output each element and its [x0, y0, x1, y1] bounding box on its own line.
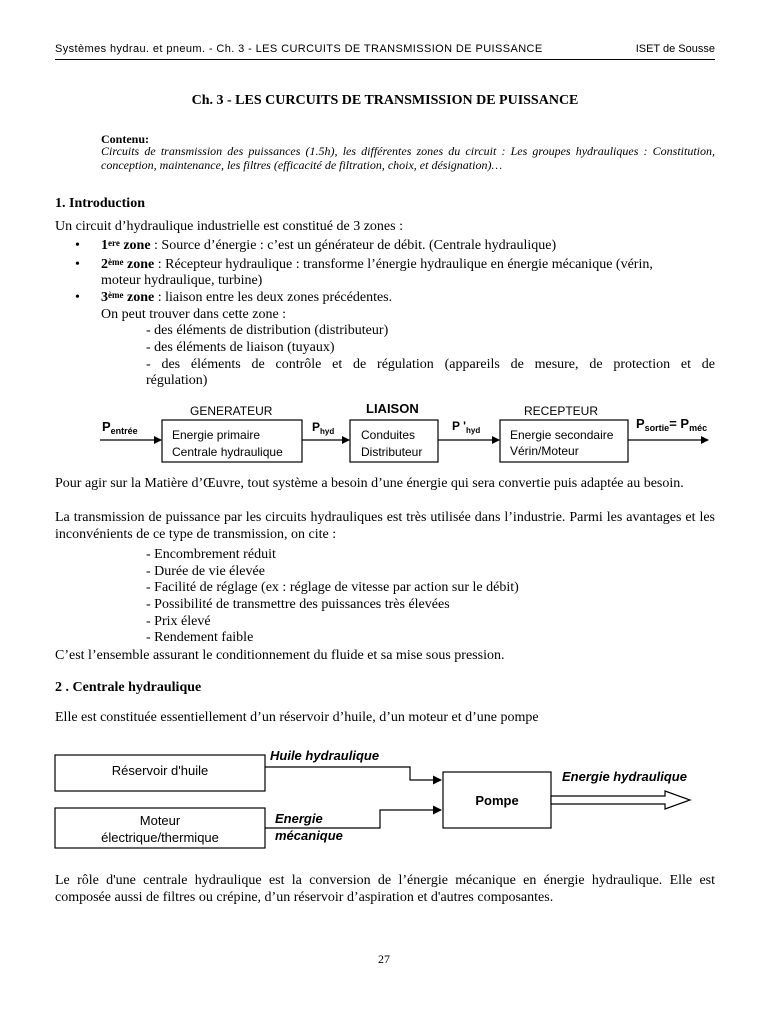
zone2-item — [101, 257, 653, 274]
p-hyd-label: $P_{hyd}$ — [312, 420, 335, 436]
section2-intro: Elle est constituée essentiellement d’un réservoir d’huile, d’un moteur et d’une pompe — [55, 710, 539, 725]
zone3-num: 3 — [101, 290, 108, 305]
p-entree-label: $P_{entrée}$ — [102, 419, 138, 436]
zone1-label: zone — [119, 238, 151, 253]
zone1-num: 1 — [101, 238, 108, 253]
energie-hyd-label: Energie hydraulique — [562, 769, 687, 784]
box2-line2: Distributeur — [361, 445, 423, 459]
contenu-label: Contenu: — [101, 132, 150, 146]
list-item: - Prix élevé — [146, 614, 211, 629]
paragraph-role: Le rôle d'une centrale hydraulique est la conversion de l’énergie mécanique en énergie hydraulique. Elle est composée aussi de filtres ou crépine, d’un réservoir d’aspiration et d'autres composantes. — [55, 873, 715, 905]
zone1-item — [101, 238, 556, 255]
page-number: 27 — [378, 952, 390, 966]
zone3-item-2: - des éléments de liaison (tuyaux) — [146, 340, 335, 355]
zone2-num: 2 — [101, 257, 108, 272]
running-header — [55, 43, 715, 60]
list-item: - Rendement faible — [146, 630, 254, 645]
energie-mec-line1: Energie — [275, 811, 323, 826]
zone1-sup: ere — [108, 238, 120, 248]
section2-heading: 2 . Centrale hydraulique — [55, 680, 202, 695]
huile-label: Huile hydraulique — [270, 748, 380, 763]
p-hyd-prime-label: P '$_{hyd}$ — [452, 419, 481, 435]
zone2-text: : Récepteur hydraulique : transforme l’énergie hydraulique en énergie mécanique (vérin, — [154, 257, 653, 272]
zone3-item-3-cont: régulation) — [146, 373, 208, 388]
zone3-text: : liaison entre les deux zones précédentes. — [154, 290, 393, 305]
header-right: ISET de Sousse — [635, 43, 715, 55]
header-left: Systèmes hydrau. et pneum. - Ch. 3 - LES CURCUITS DE TRANSMISSION DE PUISSANCE — [55, 43, 543, 55]
box1-line1: Energie primaire — [172, 428, 261, 442]
bullet-icon: • — [75, 257, 80, 272]
chapter-title: Ch. 3 - LES CURCUITS DE TRANSMISSION DE PUISSANCE — [191, 93, 579, 108]
list-item: - Durée de vie élevée — [146, 564, 265, 579]
zone3-item-3: - des éléments de contrôle et de régulation (appareils de mesure, de protection et de — [146, 357, 715, 372]
paragraph-matiere: Pour agir sur la Matière d’Œuvre, tout système a besoin d’une énergie qui sera convertie puis adaptée au besoin. — [55, 476, 684, 491]
list-item: - Possibilité de transmettre des puissances très élevées — [146, 597, 450, 612]
centrale-hydraulique-diagram — [0, 740, 768, 855]
pompe-label: Pompe — [475, 793, 519, 808]
box1-line2: Centrale hydraulique — [172, 445, 283, 459]
moteur-line2: électrique/thermique — [101, 830, 219, 845]
list-item: - Facilité de réglage (ex : réglage de vitesse par action sur le débit) — [146, 580, 519, 595]
zone3-label: zone — [123, 290, 155, 305]
reservoir-label: Réservoir d'huile — [111, 763, 209, 778]
bullet-icon: • — [75, 238, 80, 253]
paragraph-conditionnement: C’est l’ensemble assurant le conditionnement du fluide et sa mise sous pression. — [55, 648, 505, 663]
zone3-item — [101, 290, 392, 307]
power-transmission-diagram — [0, 395, 768, 465]
zone2-sup: ème — [108, 257, 124, 267]
moteur-line1: Moteur — [139, 813, 181, 828]
zone2-text-cont: moteur hydraulique, turbine) — [101, 273, 263, 288]
list-item: - Encombrement réduit — [146, 547, 276, 562]
recepteur-label: RECEPTEUR — [524, 404, 599, 418]
section1-intro: Un circuit d’hydraulique industrielle est constitué de 3 zones : — [55, 219, 403, 234]
arrow-huile — [265, 767, 441, 780]
paragraph-transmission: La transmission de puissance par les circuits hydrauliques est très utilisée dans l’industrie. Parmi les avantages et les inconvénients de ce type de transmission, on cite : — [55, 510, 715, 542]
zone3-intro: On peut trouver dans cette zone : — [101, 307, 287, 322]
zone3-sup: ème — [108, 290, 124, 300]
box3-line2: Vérin/Moteur — [510, 444, 579, 458]
liaison-label: LIAISON — [366, 401, 419, 416]
box2-line1: Conduites — [361, 428, 416, 442]
p-sortie-label: $P_{sortie}= P_{méc}$ — [636, 416, 708, 433]
section1-heading: 1. Introduction — [55, 196, 145, 211]
zone3-item-1: - des éléments de distribution (distributeur) — [146, 323, 389, 338]
zone1-text: : Source d’énergie : c’est un générateur de débit. (Centrale hydraulique) — [150, 238, 557, 253]
zone2-label: zone — [123, 257, 155, 272]
generateur-label: GENERATEUR — [190, 404, 273, 418]
box3-line1: Energie secondaire — [510, 428, 614, 442]
output-arrow-icon — [551, 791, 690, 809]
contenu-text: Circuits de transmission des puissances (1.5h), les différentes zones du circuit : Les groupes hydrauliques : Constitution, conception, maintenance, les filtres (efficacité de filtration, choix, et désignation)… — [101, 144, 715, 172]
energie-mec-line2: mécanique — [275, 828, 343, 843]
bullet-icon: • — [75, 290, 80, 305]
